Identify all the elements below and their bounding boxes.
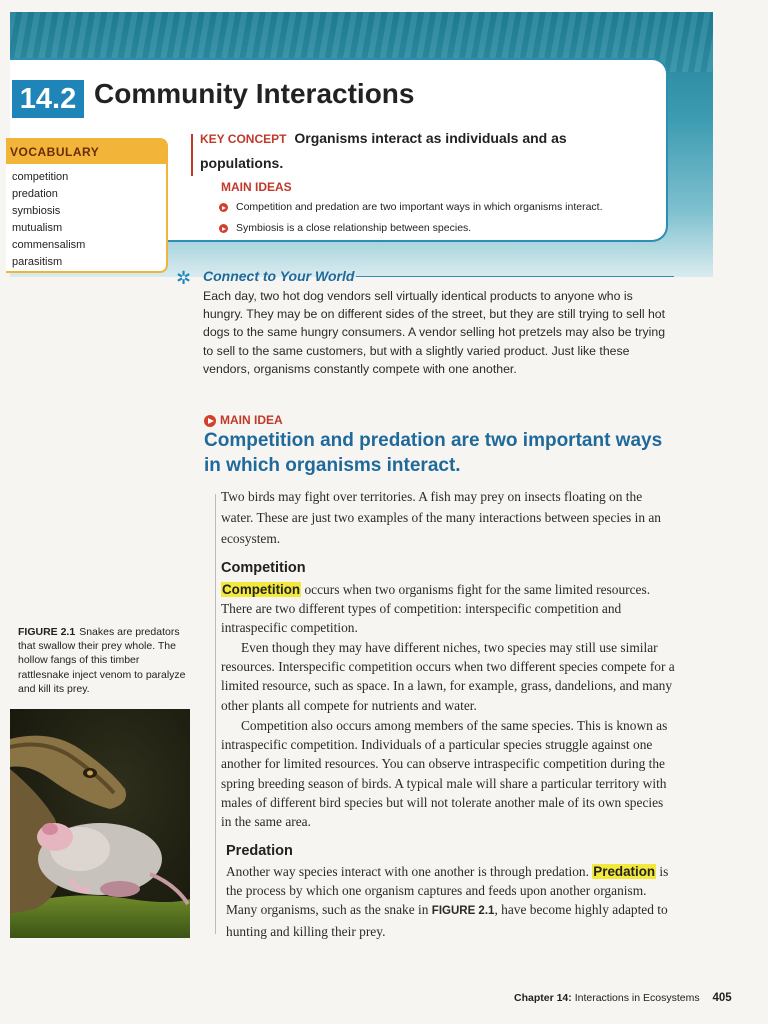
main-idea-label: MAIN IDEA (220, 413, 283, 427)
highlighted-term: Competition (222, 582, 301, 597)
vocabulary-term: predation (12, 188, 58, 200)
page-number: 405 (712, 992, 732, 1004)
figure-reference: FIGURE 2.1 (431, 905, 495, 918)
competition-paragraph (221, 580, 677, 638)
key-concept (200, 126, 600, 175)
footer-chapter-title: Interactions in Ecosystems (574, 992, 700, 1004)
paragraph-text: occurs when two organisms fight for the same limited resources. There are two different types of competition: interspecific competition and intraspecific competition. (221, 582, 651, 636)
main-idea-intro: Two birds may fight over territories. A fish may prey on insects floating on the water. These are just two examples of the many interactions between species in an ecosystem. (221, 489, 662, 546)
connect-title: Connect to Your World (203, 268, 355, 284)
rattlesnake-eating-mouse-image (10, 709, 190, 938)
sparkle-icon: ✲ (176, 268, 192, 289)
connect-text: Each day, two hot dog vendors sell virtually identical products to anyone who is hungry. They may be on different sides of the street, but they are still trying to sell hot dogs to the same hungry consumers. A vendor selling hot pretzels may also be trying to sell to the same customers, but with a slightly varied product. Just like these vendors, organisms constantly compete with one another. (203, 289, 666, 376)
page-footer (514, 992, 732, 1004)
competition-paragraph: Competition also occurs among members of the same species. This is known as intraspecific competition. Individuals of a particular species struggle against one another for limited resources. You can observe intraspecific competition during the spring breeding season of birds. A typical male will share a particular territory with males of different bird species but will not tolerate another male of its own species in the same area. (221, 718, 668, 830)
figure-caption (18, 625, 188, 696)
vocabulary-term: mutualism (12, 222, 63, 234)
vocabulary-term: competition (12, 171, 69, 183)
key-concept-rule (191, 134, 193, 176)
main-ideas-label: MAIN IDEAS (221, 180, 292, 194)
competition-heading: Competition (221, 560, 306, 576)
vocabulary-term: symbiosis (12, 205, 61, 217)
section-title: Community Interactions (94, 78, 415, 109)
competition-paragraph: Even though they may have different niches, two species may still use similar resources. Interspecific competition occurs when two different species compete for a limited resource, such as space. In a lawn, for example, grass, dandelions, and many other plants all compete for nutrients and water. (221, 640, 675, 713)
vocabulary-term: commensalism (12, 239, 86, 251)
vocabulary-list (6, 164, 166, 271)
arrow-bullet-icon (219, 203, 228, 212)
main-idea-item (219, 218, 603, 239)
highlighted-term: Predation (593, 864, 656, 879)
footer-chapter: Chapter 14: (514, 992, 572, 1004)
main-ideas-list (219, 197, 603, 239)
figure-caption-text: Snakes are predators that swallow their prey whole. The hollow fangs of this timber rattlesnake inject venom to paralyze and kill its prey. (18, 626, 186, 695)
column-rule (215, 494, 216, 934)
snake-photo (10, 709, 190, 938)
connect-rule (356, 276, 674, 277)
key-concept-label: KEY CONCEPT (200, 132, 287, 146)
predation-paragraph (226, 862, 676, 941)
vocabulary-heading: VOCABULARY (6, 140, 166, 164)
paragraph-text: Another way species interact with one another is through predation. (226, 864, 589, 879)
main-idea-item (219, 197, 603, 218)
paragraph-text: , have become highly adapted to hunting and killing their prey. (226, 902, 668, 939)
main-idea-text: Competition and predation are two important ways in which organisms interact. (236, 201, 603, 213)
arrow-bullet-icon (219, 224, 228, 233)
key-concept-text: Organisms interact as individuals and as populations. (200, 130, 567, 171)
predation-heading: Predation (226, 843, 293, 859)
main-idea-heading: Competition and predation are two important ways in which organisms interact. (204, 430, 663, 476)
figure-label: FIGURE 2.1 (18, 626, 76, 638)
section-number: 14.2 (12, 80, 84, 118)
main-idea-text: Symbiosis is a close relationship between species. (236, 222, 472, 234)
vocabulary-box (6, 138, 168, 273)
arrow-bullet-icon (204, 415, 216, 427)
paragraph-text: is the process by which one organism captures and feeds upon another organism. Many organisms, such as the snake in (226, 864, 669, 918)
vocabulary-term: parasitism (12, 256, 63, 268)
